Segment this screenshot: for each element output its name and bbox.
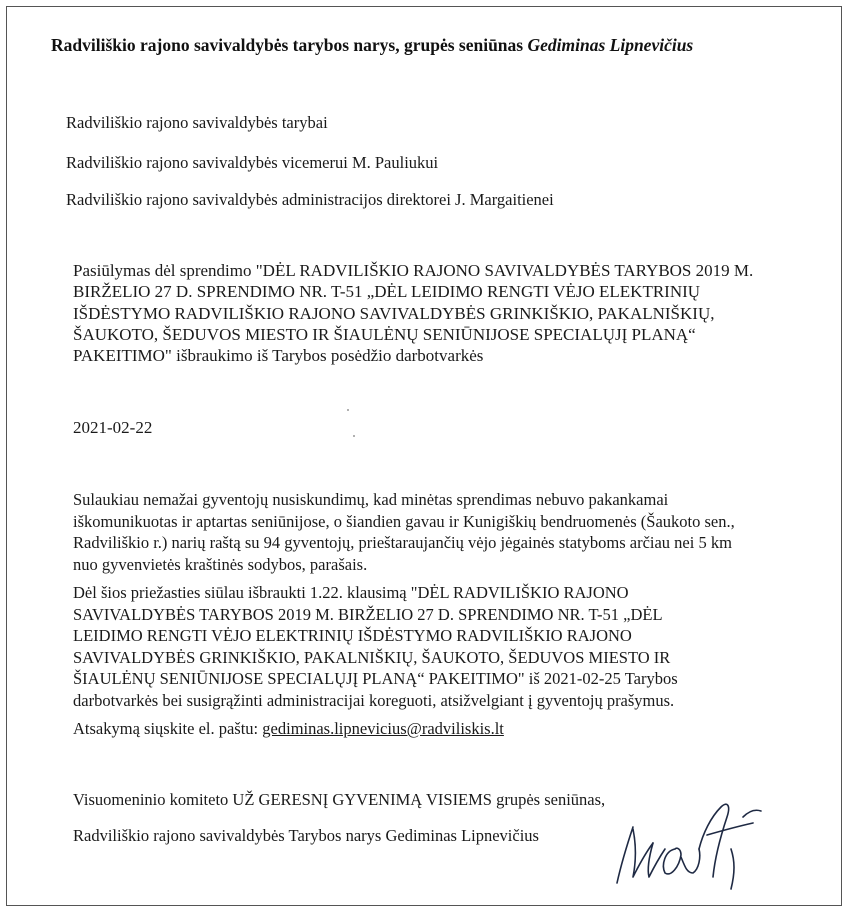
- header-title: Radviliškio rajono savivaldybės tarybos narys, grupės seniūnas: [51, 35, 528, 55]
- body-paragraph-complaints: [73, 489, 735, 575]
- subject-line: ŠAUKOTO, ŠEDUVOS MIESTO IR ŠIAULĖNŲ SENIŪNIJOSE SPECIALŲJĮ PLANĄ“: [73, 324, 696, 344]
- paragraph-line: Sulaukiau nemažai gyventojų nusiskundimų, kad minėtas sprendimas nebuvo pakankamai: [73, 490, 669, 509]
- recipient-vice-mayor: Radviliškio rajono savivaldybės vicemerui M. Pauliukui: [66, 153, 439, 172]
- paragraph-line: SAVIVALDYBĖS GRINKIŠKIO, PAKALNIŠKIŲ, ŠAUKOTO, ŠEDUVOS MIESTO IR: [73, 647, 671, 667]
- reply-instruction: [73, 719, 504, 739]
- paragraph-line: ŠIAULĖNŲ SENIŪNIJOSE SPECIALŲJĮ PLANĄ“ PAKEITIMO" iš 2021-02-25 Tarybos: [73, 669, 678, 689]
- reply-label: Atsakymą siųskite el. paštu:: [73, 719, 263, 738]
- subject-line: IŠDĖSTYMO RADVILIŠKIO RAJONO SAVIVALDYBĖS GRINKIŠKIO, PAKALNIŠKIŲ,: [73, 303, 715, 323]
- recipient-administration-director: Radviliškio rajono savivaldybės administracijos direktorei J. Margaitienei: [66, 190, 554, 209]
- paragraph-line: Dėl šios priežasties siūlau išbraukti 1.22. klausimą "DĖL RADVILIŠKIO RAJONO: [73, 583, 629, 602]
- letter-date: 2021-02-22: [73, 418, 153, 437]
- subject-line: Pasiūlymas dėl sprendimo "DĖL RADVILIŠKIO RAJONO SAVIVALDYBĖS TARYBOS 2019 M.: [73, 261, 754, 280]
- paragraph-line: SAVIVALDYBĖS TARYBOS 2019 M. BIRŽELIO 27 D. SPRENDIMO NR. T-51 „DĖL: [73, 604, 663, 624]
- paragraph-line: iškomunikuotas ir aptartas seniūnijose, o šiandien gavau ir Kunigiškių bendruomenės (Šaukoto sen.,: [73, 511, 735, 531]
- scan-speck: [353, 435, 355, 437]
- scan-speck: [347, 409, 349, 411]
- paragraph-line: LEIDIMO RENGTI VĖJO ELEKTRINIŲ IŠDĖSTYMO RADVILIŠKIO RAJONO: [73, 626, 632, 646]
- closing-committee-line: Visuomeninio komiteto UŽ GERESNĮ GYVENIMĄ VISIEMS grupės seniūnas,: [73, 790, 606, 809]
- reply-email-link[interactable]: gediminas.lipnevicius@radviliskis.lt: [262, 719, 504, 738]
- recipient-council: Radviliškio rajono savivaldybės tarybai: [66, 113, 328, 132]
- paragraph-line: darbotvarkės bei susigrąžinti administracijai koreguoti, atsižvelgiant į gyventojų prašymus.: [73, 690, 675, 710]
- letter-page: [6, 6, 842, 906]
- paragraph-line: nuo gyvenvietės kraštinės sodybos, parašais.: [73, 554, 368, 574]
- closing-signatory-line: Radviliškio rajono savivaldybės Tarybos narys Gediminas Lipnevičius: [73, 826, 539, 845]
- letter-header: [51, 35, 693, 56]
- header-author-name: Gediminas Lipnevičius: [527, 35, 694, 55]
- handwritten-signature: [603, 765, 783, 905]
- subject-line: PAKEITIMO" išbraukimo iš Tarybos posėdžio darbotvarkės: [73, 346, 484, 366]
- body-paragraph-proposal: [73, 582, 678, 712]
- subject-line: BIRŽELIO 27 D. SPRENDIMO NR. T-51 „DĖL LEIDIMO RENGTI VĖJO ELEKTRINIŲ: [73, 282, 701, 302]
- paragraph-line: Radviliškio r.) narių raštą su 94 gyventojų, prieštaraujančių vėjo jėgainės statyboms arčiau nei 5 km: [73, 533, 732, 553]
- letter-subject: [73, 260, 813, 366]
